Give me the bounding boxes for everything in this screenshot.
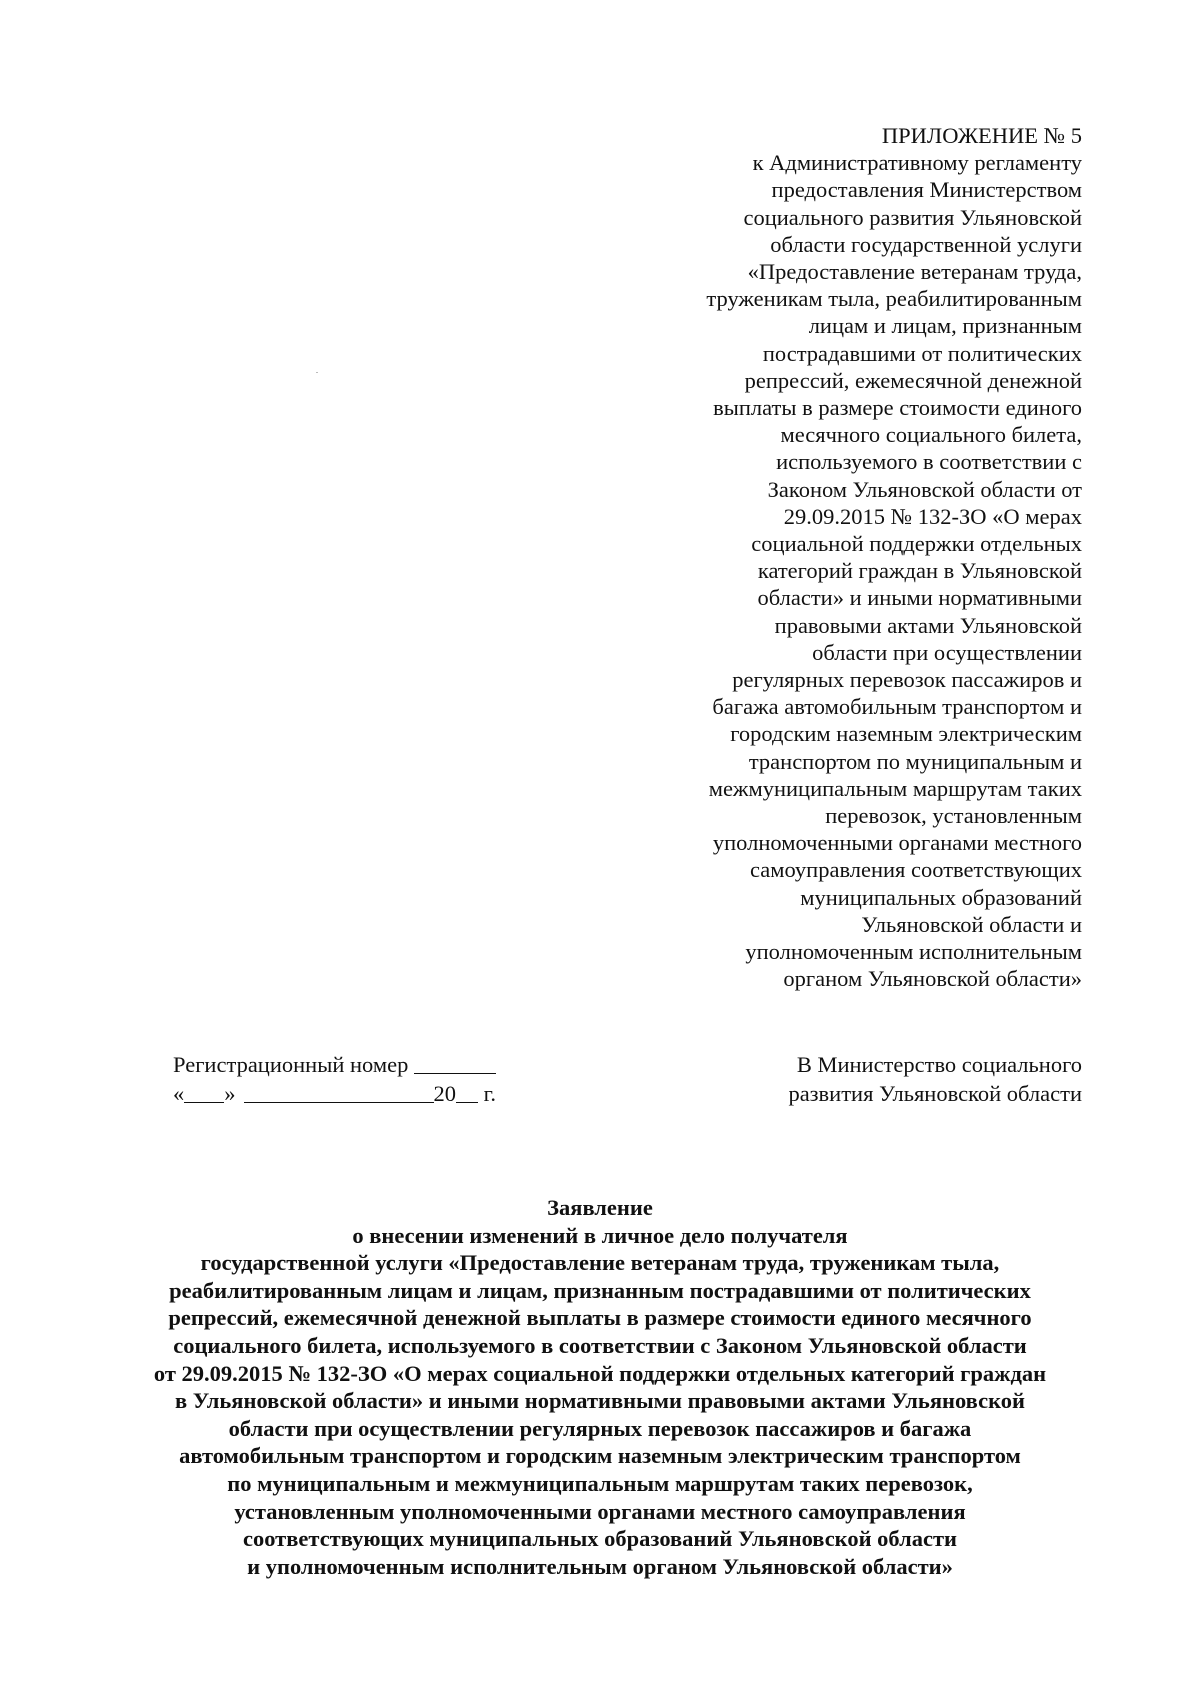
statement-title: Заявление bbox=[547, 1195, 653, 1220]
date-month-field[interactable] bbox=[244, 1082, 434, 1103]
appendix-line: области при осуществлении bbox=[812, 639, 1082, 665]
statement-line: установленным уполномоченными органами местного самоуправления bbox=[234, 1498, 966, 1524]
addressee-line: В Министерство социального bbox=[796, 1052, 1082, 1077]
statement-line: автомобильным транспортом и городским наземным электрическим транспортом bbox=[179, 1443, 1021, 1469]
quote-close: » bbox=[224, 1081, 236, 1106]
registration-date-row bbox=[173, 1079, 573, 1108]
appendix-line: межмуниципальным маршрутам таких bbox=[708, 775, 1082, 801]
statement-line: по муниципальным и межмуниципальным маршрутам таких перевозок, bbox=[227, 1470, 973, 1496]
appendix-line: Законом Ульяновской области от bbox=[767, 476, 1082, 502]
quote-open: « bbox=[173, 1081, 185, 1106]
date-day-field[interactable] bbox=[184, 1082, 224, 1103]
addressee-block bbox=[642, 1050, 1082, 1108]
appendix-line: социального развития Ульяновской bbox=[743, 204, 1082, 230]
scan-artifact bbox=[316, 372, 318, 373]
appendix-line: к Административному регламенту bbox=[752, 150, 1082, 176]
appendix-line: лицам и лицам, признанным bbox=[808, 313, 1082, 339]
appendix-title: ПРИЛОЖЕНИЕ № 5 bbox=[881, 123, 1082, 148]
appendix-line: области» и иными нормативными bbox=[757, 585, 1082, 611]
statement-line: области при осуществлении регулярных перевозок пассажиров и багажа bbox=[228, 1415, 972, 1441]
appendix-line: багажа автомобильным транспортом и bbox=[712, 694, 1082, 720]
statement-line: и уполномоченным исполнительным органом Ульяновской области» bbox=[247, 1553, 953, 1579]
year-suffix: г. bbox=[483, 1081, 496, 1106]
appendix-line: регулярных перевозок пассажиров и bbox=[732, 667, 1082, 693]
statement-line: от 29.09.2015 № 132-ЗО «О мерах социальной поддержки отдельных категорий граждан bbox=[153, 1360, 1047, 1386]
statement-line: реабилитированным лицам и лицам, признанным пострадавшими от политических bbox=[169, 1277, 1031, 1303]
appendix-line: социальной поддержки отдельных bbox=[751, 531, 1082, 557]
appendix-line: правовыми актами Ульяновской bbox=[774, 612, 1082, 638]
appendix-header bbox=[612, 122, 1082, 993]
appendix-line: транспортом по муниципальным и bbox=[748, 748, 1082, 774]
appendix-line: труженикам тыла, реабилитированным bbox=[706, 286, 1082, 312]
statement-title-block bbox=[130, 1194, 1070, 1580]
appendix-line: «Предоставление ветеранам труда, bbox=[747, 259, 1082, 285]
appendix-line: самоуправления соответствующих bbox=[750, 857, 1082, 883]
statement-line: социального билета, используемого в соответствии с Законом Ульяновской области bbox=[173, 1332, 1027, 1358]
appendix-line: месячного социального билета, bbox=[780, 422, 1082, 448]
appendix-line: городским наземным электрическим bbox=[730, 721, 1082, 747]
appendix-line: перевозок, установленным bbox=[825, 803, 1082, 829]
year-prefix: 20 bbox=[433, 1081, 456, 1106]
registration-number-row bbox=[173, 1050, 573, 1079]
appendix-line: уполномоченным исполнительным bbox=[745, 939, 1082, 965]
appendix-line: муниципальных образований bbox=[800, 884, 1082, 910]
registration-number-label: Регистрационный номер bbox=[173, 1052, 409, 1077]
statement-line: государственной услуги «Предоставление ветеранам труда, труженикам тыла, bbox=[200, 1250, 1000, 1276]
appendix-line: органом Ульяновской области» bbox=[783, 966, 1082, 992]
registration-block bbox=[173, 1050, 573, 1108]
statement-line: репрессий, ежемесячной денежной выплаты в размере стоимости единого месячного bbox=[168, 1305, 1032, 1331]
appendix-line: Ульяновской области и bbox=[861, 911, 1082, 937]
addressee-line: развития Ульяновской области bbox=[788, 1081, 1082, 1106]
appendix-line: предоставления Министерством bbox=[771, 177, 1082, 203]
statement-line: в Ульяновской области» и иными нормативными правовыми актами Ульяновской bbox=[175, 1388, 1025, 1414]
appendix-line: выплаты в размере стоимости единого bbox=[713, 395, 1082, 421]
statement-line: соответствующих муниципальных образований Ульяновской области bbox=[242, 1526, 957, 1552]
appendix-line: категорий граждан в Ульяновской bbox=[757, 558, 1082, 584]
appendix-line: пострадавшими от политических bbox=[762, 340, 1082, 366]
appendix-line: уполномоченными органами местного bbox=[712, 830, 1082, 856]
appendix-line: области государственной услуги bbox=[770, 231, 1082, 257]
date-year-field[interactable] bbox=[456, 1082, 478, 1103]
appendix-line: репрессий, ежемесячной денежной bbox=[744, 367, 1082, 393]
appendix-line: 29.09.2015 № 132-ЗО «О мерах bbox=[783, 503, 1082, 529]
registration-number-field[interactable] bbox=[414, 1053, 496, 1074]
statement-line: о внесении изменений в личное дело получателя bbox=[352, 1222, 848, 1248]
appendix-line: используемого в соответствии с bbox=[776, 449, 1082, 475]
